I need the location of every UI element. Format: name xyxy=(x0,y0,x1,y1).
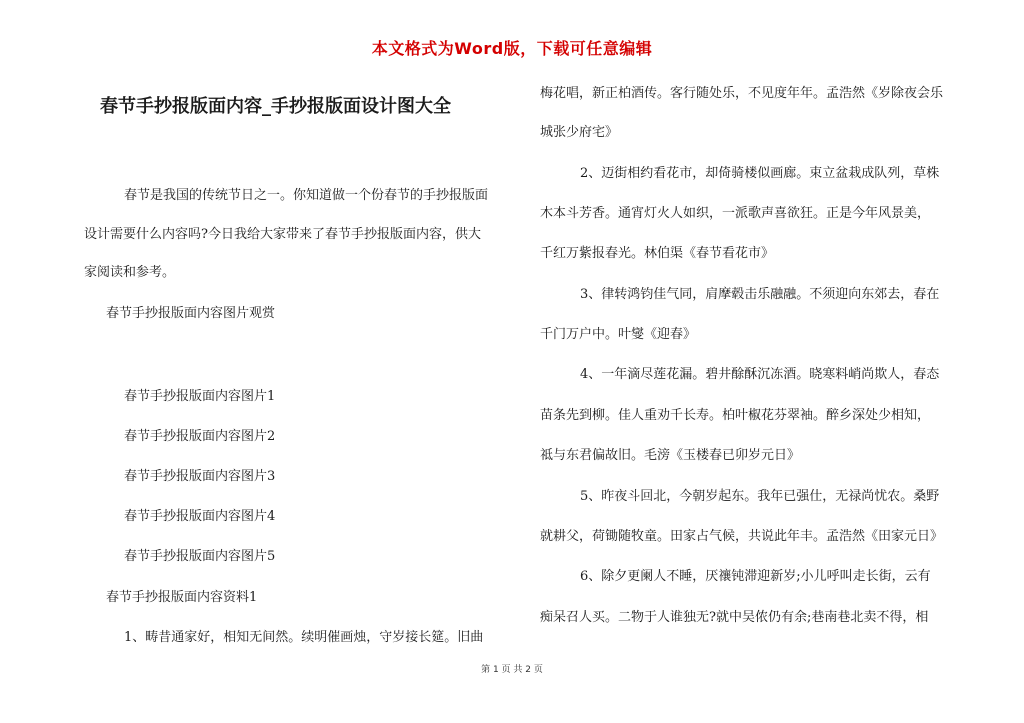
document-title: 春节手抄报版面内容_手抄报版面设计图大全 xyxy=(100,96,451,117)
image-caption-4: 春节手抄报版面内容图片4 xyxy=(124,509,276,524)
right-line-4: 木本斗芳香。通宵灯火人如织，一派歌声喜欲狂。正是今年风景美， xyxy=(540,206,931,221)
right-line-12: 就耕父，荷锄随牧童。田家占气候，共说此年丰。孟浩然《田家元日》 xyxy=(540,529,944,544)
images-heading: 春节手抄报版面内容图片观赏 xyxy=(106,306,276,321)
right-line-9: 苗条先到柳。佳人重劝千长寿。柏叶椒花芬翠袖。醉乡深处少相知， xyxy=(540,408,931,423)
page-number: 第 1 页 共 2 页 xyxy=(481,665,543,675)
image-caption-3: 春节手抄报版面内容图片3 xyxy=(124,469,276,484)
material-heading: 春节手抄报版面内容资料1 xyxy=(106,590,258,605)
right-line-1: 梅花唱，新正柏酒传。客行随处乐，不见度年年。孟浩然《岁除夜会乐 xyxy=(540,86,944,101)
image-caption-5: 春节手抄报版面内容图片5 xyxy=(124,549,276,564)
right-line-8: 4、一年滴尽莲花漏。碧井酴酥沉冻酒。晓寒料峭尚欺人，春态 xyxy=(580,367,940,382)
image-caption-1: 春节手抄报版面内容图片1 xyxy=(124,389,276,404)
word-format-banner: 本文格式为Word版，下载可任意编辑 xyxy=(371,39,653,58)
poem-1-line-1: 1、畴昔通家好，相知无间然。续明催画烛，守岁接长筵。旧曲 xyxy=(124,630,484,645)
right-line-11: 5、昨夜斗回北，今朝岁起东。我年已强仕，无禄尚忧农。桑野 xyxy=(580,489,940,504)
right-line-14: 痴呆召人买。二物于人谁独无?就中吴侬仍有余;巷南巷北卖不得，相 xyxy=(540,610,929,625)
right-line-10: 祗与东君偏故旧。毛滂《玉楼春已卯岁元日》 xyxy=(540,448,801,463)
image-caption-2: 春节手抄报版面内容图片2 xyxy=(124,429,276,444)
intro-line-1: 春节是我国的传统节日之一。你知道做一个份春节的手抄报版面 xyxy=(124,188,489,203)
right-line-13: 6、除夕更阑人不睡，厌禳钝滞迎新岁;小儿呼叫走长街，云有 xyxy=(580,569,931,584)
right-line-6: 3、律转鸿钧佳气同，肩摩毂击乐融融。不须迎向东郊去，春在 xyxy=(580,287,940,302)
right-line-7: 千门万户中。叶燮《迎春》 xyxy=(540,327,697,342)
intro-line-3: 家阅读和参考。 xyxy=(84,265,176,280)
right-line-5: 千红万紫报春光。林伯渠《春节看花市》 xyxy=(540,246,775,261)
right-line-2: 城张少府宅》 xyxy=(540,125,619,140)
intro-line-2: 设计需要什么内容吗?今日我给大家带来了春节手抄报版面内容，供大 xyxy=(84,227,481,242)
right-line-3: 2、迈街相约看花市，却倚骑楼似画廊。束立盆栽成队列，草株 xyxy=(580,166,940,181)
